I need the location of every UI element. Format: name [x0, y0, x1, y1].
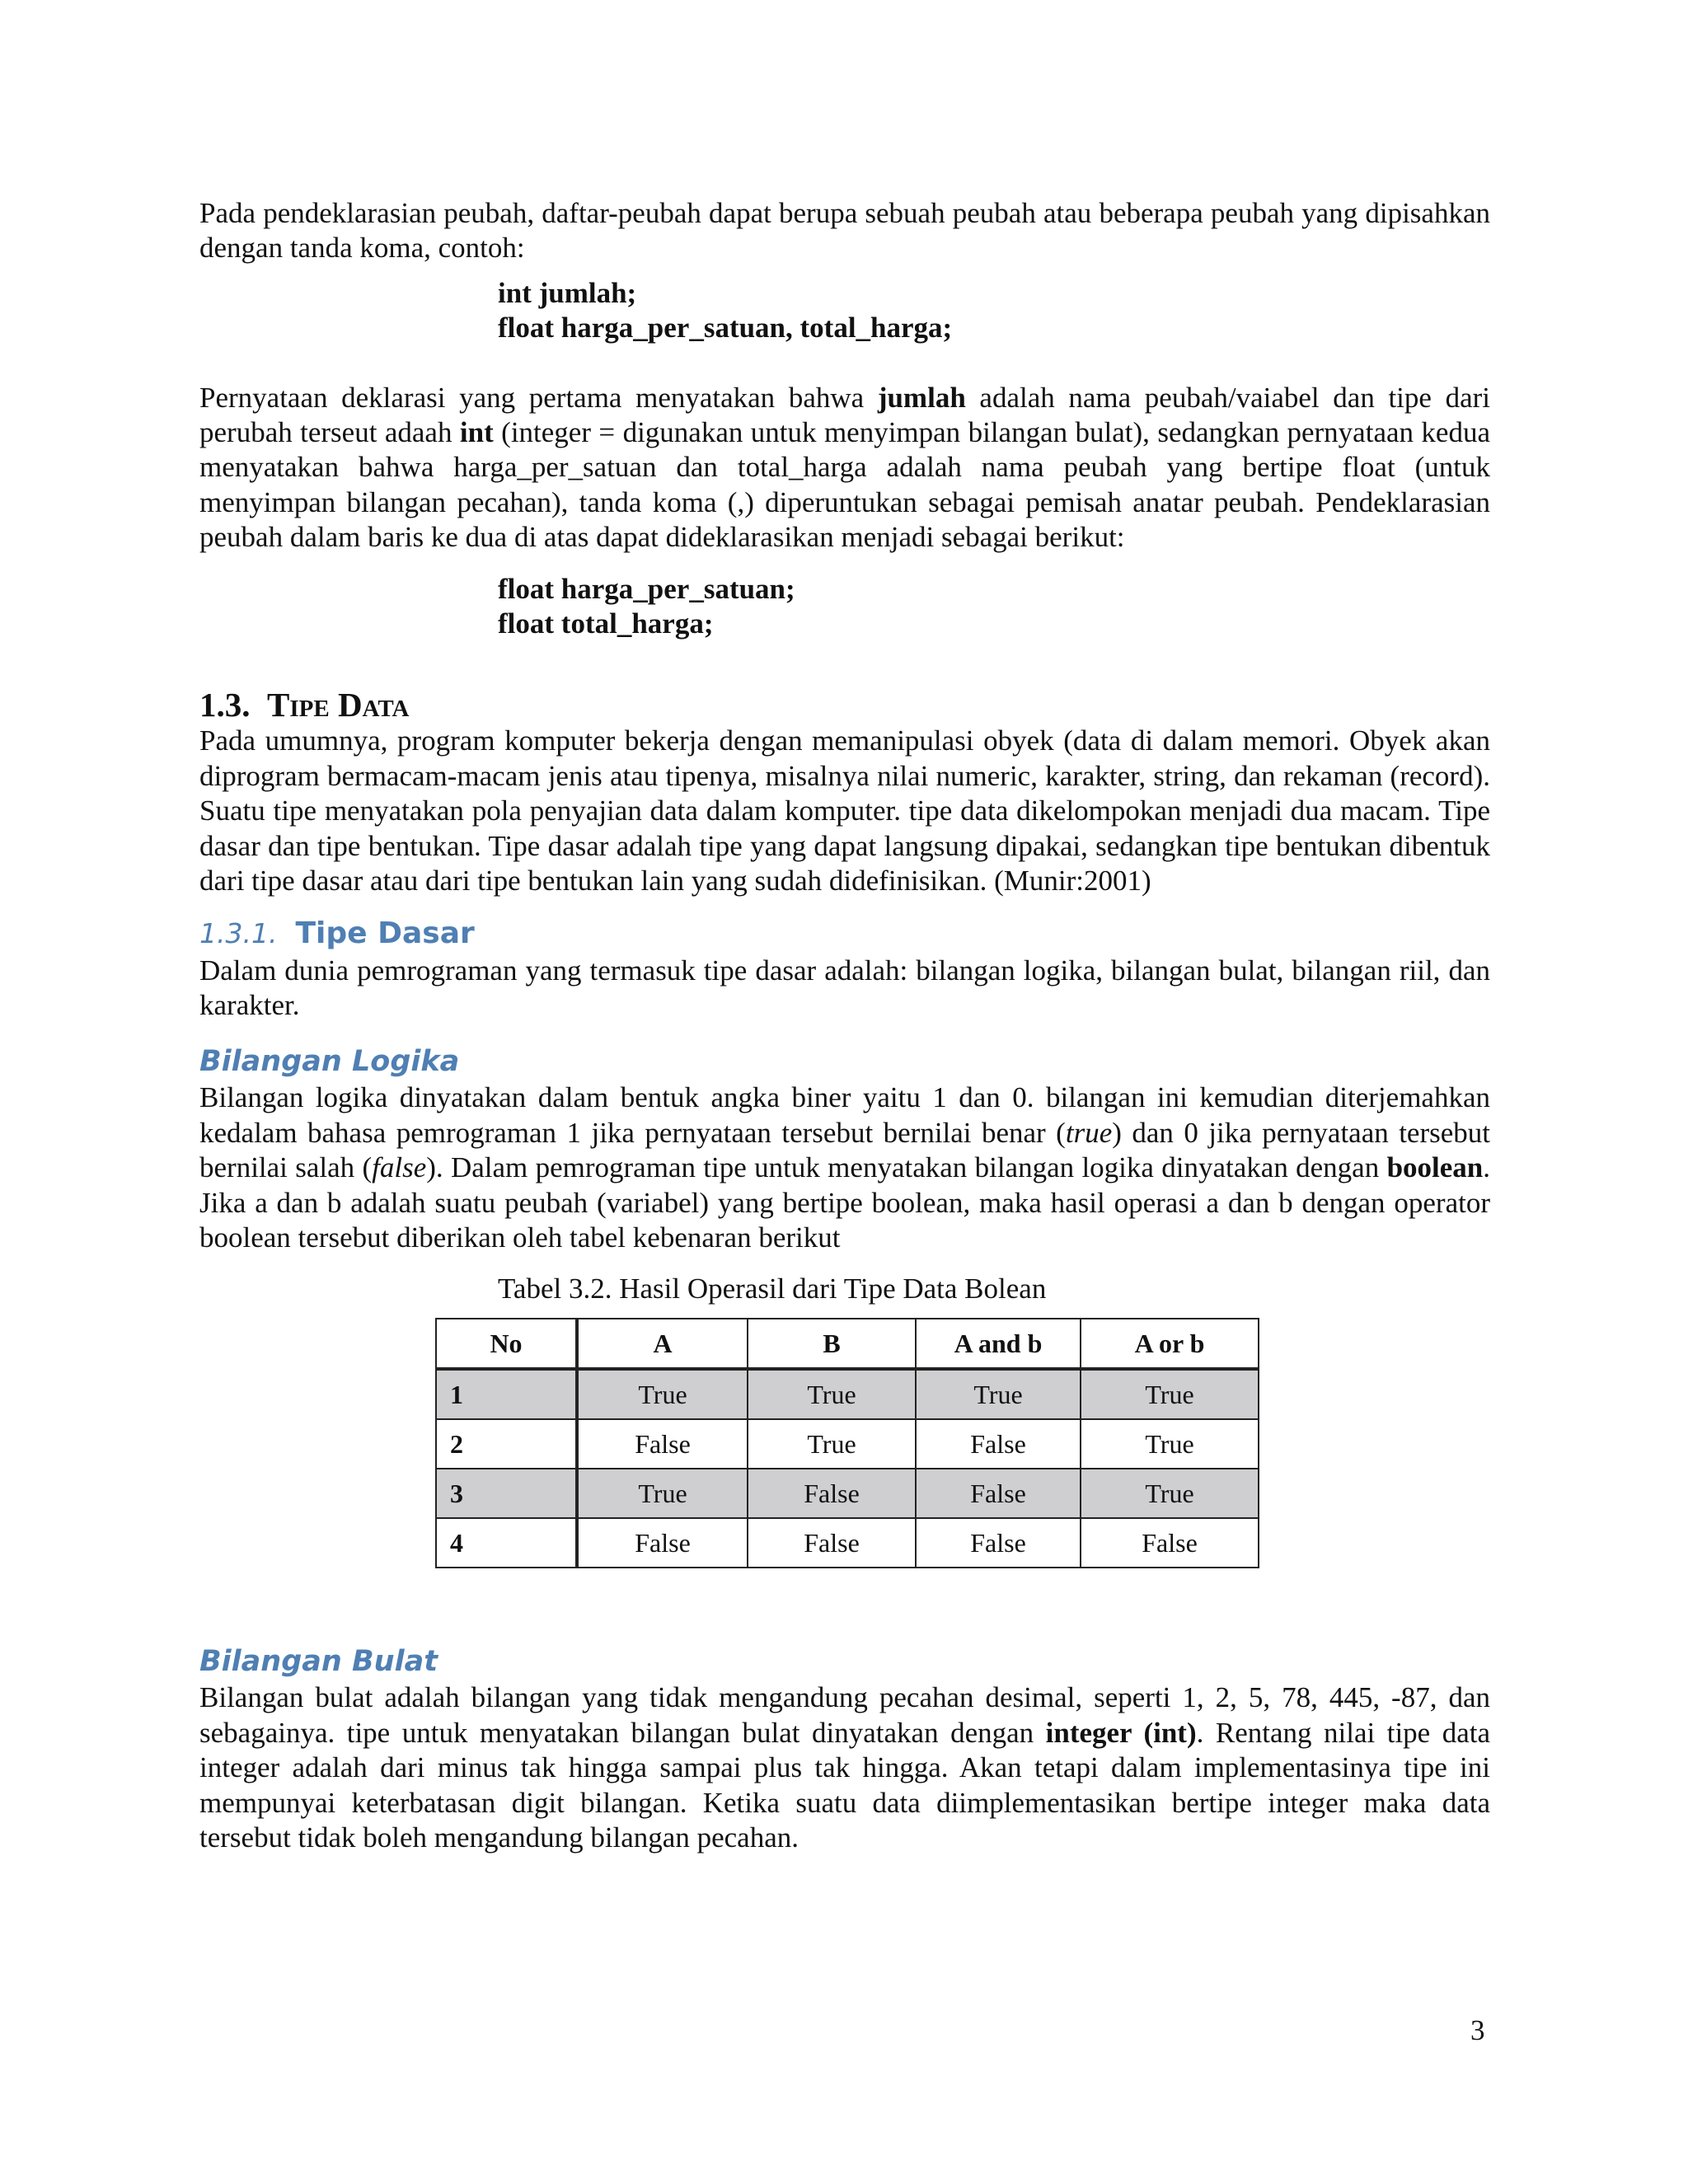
code-example-1 [498, 276, 1490, 346]
column-header: A or b [1081, 1319, 1259, 1369]
table-cell: False [577, 1518, 748, 1568]
table-cell: False [916, 1518, 1081, 1568]
table-cell: 4 [436, 1518, 577, 1568]
table-row [436, 1419, 1259, 1469]
table-cell: False [748, 1469, 916, 1518]
page-number: 3 [1470, 2014, 1485, 2046]
table-cell: False [748, 1518, 916, 1568]
table-cell: 1 [436, 1369, 577, 1419]
code-line: float harga_per_satuan; [498, 572, 795, 605]
table-cell: False [1081, 1518, 1259, 1568]
bulat-heading: Bilangan Bulat [199, 1645, 438, 1679]
code-line: float harga_per_satuan, total_harga; [498, 312, 953, 344]
table-cell: True [916, 1369, 1081, 1419]
truth-table [435, 1318, 1259, 1568]
table-cell: False [916, 1419, 1081, 1469]
table-cell: True [1081, 1469, 1259, 1518]
column-header: A and b [916, 1319, 1081, 1369]
page-content [199, 196, 1490, 1855]
code-line: int jumlah; [498, 276, 637, 309]
table-cell: True [577, 1369, 748, 1419]
table-cell: 3 [436, 1469, 577, 1518]
logika-paragraph: Bilangan logika dinyatakan dalam bentuk angka biner yaitu 1 dan 0. bilangan ini kemudian diterjemahkan kedalam bahasa pemrograman 1 jika pernyataan tersebut bernilai benar (true) dan 0 jika pernyataan tersebut bernilai salah (false). Dalam pemrograman tipe untuk menyatakan bilangan logika dinyatakan dengan boolean. Jika a dan b adalah suatu peubah (variabel) yang bertipe boolean, maka hasil operasi a dan b dengan operator boolean tersebut diberikan oleh tabel kebenaran berikut [199, 1081, 1491, 1254]
code-line: float total_harga; [498, 607, 714, 640]
table-cell: True [1081, 1369, 1259, 1419]
section-heading: 1.3. Tipe Data [199, 686, 410, 724]
bulat-paragraph: Bilangan bulat adalah bilangan yang tidak mengandung pecahan desimal, seperti 1, 2, 5, 78, 445, -87, dan sebagainya. tipe untuk menyatakan bilangan bulat dinyatakan dengan integer (int). Rentang nilai tipe data integer adalah dari minus tak hingga sampai plus tak hingga. Akan tetapi dalam implementasinya tipe ini mempunyai keterbatasan digit bilangan. Ketika suatu data diimplementasikan bertipe integer maka data tersebut tidak boleh mengandung bilangan pecahan. [199, 1681, 1490, 1854]
subsection-heading: 1.3.1. Tipe Dasar [199, 916, 475, 950]
column-header: No [436, 1319, 577, 1369]
logika-heading: Bilangan Logika [199, 1045, 460, 1079]
table-row [436, 1469, 1259, 1518]
table-cell: True [577, 1469, 748, 1518]
code-example-2 [498, 572, 1490, 642]
table-cell: False [916, 1469, 1081, 1518]
table-cell: 2 [436, 1419, 577, 1469]
section-paragraph: Pada umumnya, program komputer bekerja dengan memanipulasi obyek (data di dalam memori. Obyek akan diprogram bermacam-macam jenis atau tipenya, misalnya nilai numeric, karakter, string, dan rekaman (record). Suatu tipe menyatakan pola penyajian data dalam komputer. tipe data dikelompokan menjadi dua macam. Tipe dasar dan tipe bentukan. Tipe dasar adalah tipe yang dapat langsung dipakai, sedangkan tipe bentukan dibentuk dari tipe dasar atau dari tipe bentukan lain yang sudah didefinisikan. (Munir:2001) [199, 724, 1490, 898]
table-cell: False [577, 1419, 748, 1469]
column-header: B [748, 1319, 916, 1369]
table-caption: Tabel 3.2. Hasil Operasil dari Tipe Data Bolean [498, 1272, 1047, 1305]
subsection-paragraph: Dalam dunia pemrograman yang termasuk tipe dasar adalah: bilangan logika, bilangan bulat, bilangan riil, dan karakter. [199, 954, 1490, 1021]
table-row [436, 1369, 1259, 1419]
table-header-row [436, 1319, 1259, 1369]
intro-paragraph: Pada pendeklarasian peubah, daftar-peubah dapat berupa sebuah peubah atau beberapa peubah yang dipisahkan dengan tanda koma, contoh: [199, 197, 1490, 265]
table-row [436, 1518, 1259, 1568]
declaration-paragraph: Pernyataan deklarasi yang pertama menyatakan bahwa jumlah adalah nama peubah/vaiabel dan tipe dari perubah terseut adaah int (integer = digunakan untuk menyimpan bilangan bulat), sedangkan pernyataan kedua menyatakan bahwa harga_per_satuan dan total_harga adalah nama peubah yang bertipe float (untuk menyimpan bilangan pecahan), tanda koma (,) diperuntukan sebagai pemisah anatar peubah. Pendeklarasian peubah dalam baris ke dua di atas dapat dideklarasikan menjadi sebagai berikut: [199, 381, 1491, 554]
table-cell: True [1081, 1419, 1259, 1469]
column-header: A [577, 1319, 748, 1369]
table-cell: True [748, 1419, 916, 1469]
table-cell: True [748, 1369, 916, 1419]
